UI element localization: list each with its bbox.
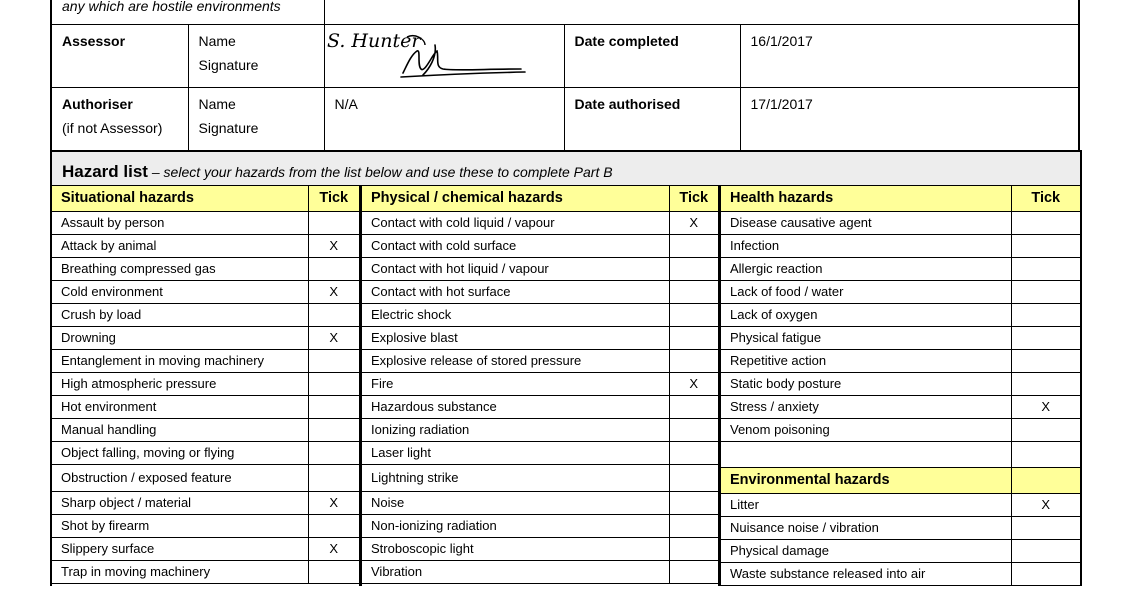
table-row xyxy=(721,211,1080,234)
tick-cell[interactable] xyxy=(669,395,718,418)
hazard-name: Venom poisoning xyxy=(721,418,1011,441)
hazard-name: Ionizing radiation xyxy=(362,418,669,441)
table-row xyxy=(721,562,1080,585)
tick-cell[interactable] xyxy=(308,372,359,395)
tick-cell[interactable]: Tick xyxy=(669,186,718,211)
hazard-name: Obstruction / exposed feature xyxy=(52,464,308,491)
table-row xyxy=(362,280,718,303)
table-row xyxy=(721,516,1080,539)
assessor-fields-cell xyxy=(188,25,324,88)
table-row xyxy=(721,349,1080,372)
authoriser-label: Authoriser xyxy=(62,96,133,112)
tick-cell[interactable] xyxy=(1011,418,1080,441)
hazard-name: Waste substance released into air xyxy=(721,562,1011,585)
blank-row xyxy=(721,441,1080,467)
tick-cell[interactable] xyxy=(1011,257,1080,280)
authoriser-fields-cell xyxy=(188,88,324,152)
date-authorised-value: 17/1/2017 xyxy=(740,88,1079,152)
tick-cell[interactable] xyxy=(308,514,359,537)
authoriser-signature-label: Signature xyxy=(198,120,259,136)
table-row xyxy=(362,514,718,537)
tick-cell[interactable] xyxy=(308,464,359,491)
tick-cell[interactable]: X xyxy=(308,491,359,514)
table-row xyxy=(362,560,718,583)
hazard-name: Stroboscopic light xyxy=(362,537,669,560)
tick-cell[interactable] xyxy=(308,418,359,441)
table-row xyxy=(721,372,1080,395)
table-row xyxy=(52,372,359,395)
hazard-name: Shot by firearm xyxy=(52,514,308,537)
table-row xyxy=(721,303,1080,326)
physical-header-row xyxy=(362,186,718,211)
hazard-name: Health hazards xyxy=(721,186,1011,211)
table-row xyxy=(362,491,718,514)
health-hazards-table xyxy=(721,186,1080,586)
table-row xyxy=(362,257,718,280)
tick-cell[interactable]: X xyxy=(308,326,359,349)
physical-hazards-column xyxy=(362,186,721,586)
tick-cell[interactable] xyxy=(669,560,718,583)
table-row xyxy=(362,418,718,441)
tick-cell[interactable] xyxy=(308,257,359,280)
hazard-name: Lack of oxygen xyxy=(721,303,1011,326)
table-row xyxy=(721,493,1080,516)
tick-cell[interactable]: X xyxy=(308,234,359,257)
hazard-name: Attack by animal xyxy=(52,234,308,257)
tick-cell[interactable] xyxy=(1011,326,1080,349)
tick-cell[interactable] xyxy=(308,395,359,418)
table-row xyxy=(362,372,718,395)
hazard-name: Slippery surface xyxy=(52,537,308,560)
table-row xyxy=(362,441,718,464)
name-label: Name xyxy=(198,33,236,49)
hazard-name: Sharp object / material xyxy=(52,491,308,514)
tick-cell[interactable] xyxy=(1011,372,1080,395)
table-row xyxy=(362,537,718,560)
table-row xyxy=(362,349,718,372)
hazard-name: Explosive release of stored pressure xyxy=(362,349,669,372)
health-header-row xyxy=(721,186,1080,211)
tick-cell[interactable] xyxy=(1011,234,1080,257)
table-row xyxy=(721,257,1080,280)
hazard-name: Drowning xyxy=(52,326,308,349)
hazard-name: Repetitive action xyxy=(721,349,1011,372)
table-row xyxy=(721,539,1080,562)
table-row xyxy=(721,234,1080,257)
hazard-name: Hazardous substance xyxy=(362,395,669,418)
hazard-name: Contact with cold liquid / vapour xyxy=(362,211,669,234)
authoriser-name-label: Name xyxy=(198,96,236,112)
tick-cell[interactable] xyxy=(1011,467,1080,493)
physical-hazards-table xyxy=(362,186,718,584)
table-row xyxy=(52,514,359,537)
hazard-name: Fire xyxy=(362,372,669,395)
hazard-list-heading: Hazard list xyxy=(62,162,148,181)
tick-cell[interactable] xyxy=(308,441,359,464)
tick-cell[interactable]: X xyxy=(1011,493,1080,516)
hazard-name: Object falling, moving or flying xyxy=(52,441,308,464)
table-row xyxy=(52,441,359,464)
hazard-list-title xyxy=(52,152,1080,186)
table-row xyxy=(52,326,359,349)
assessor-name-handwriting: S. Hunter xyxy=(326,30,420,52)
date-authorised-label: Date authorised xyxy=(574,96,681,112)
signature-label: Signature xyxy=(198,57,259,73)
date-authorised-label-cell xyxy=(564,88,740,152)
tick-cell[interactable]: X xyxy=(669,211,718,234)
hazard-name: Situational hazards xyxy=(52,186,308,211)
table-row xyxy=(362,395,718,418)
hazard-name: Trap in moving machinery xyxy=(52,560,308,583)
tick-cell[interactable] xyxy=(308,349,359,372)
assessor-label: Assessor xyxy=(62,33,126,49)
hazard-name: Stress / anxiety xyxy=(721,395,1011,418)
table-row xyxy=(52,395,359,418)
physical-hazards-rows xyxy=(362,186,718,583)
tick-cell[interactable] xyxy=(1011,516,1080,539)
tick-cell[interactable] xyxy=(669,280,718,303)
authoriser-name-value: N/A xyxy=(324,88,564,152)
tick-cell[interactable] xyxy=(669,234,718,257)
table-row xyxy=(52,211,359,234)
assessor-signature-cell xyxy=(324,25,564,88)
hazard-name: Manual handling xyxy=(52,418,308,441)
hazard-name: Explosive blast xyxy=(362,326,669,349)
hazard-name: Assault by person xyxy=(52,211,308,234)
hazard-list-instructions: – select your hazards from the list below and use these to complete Part B xyxy=(147,164,613,180)
tick-cell[interactable] xyxy=(669,418,718,441)
hazard-name: Noise xyxy=(362,491,669,514)
situational-hazards-rows xyxy=(52,186,359,583)
hazard-name xyxy=(721,441,1011,467)
hazard-name: Litter xyxy=(721,493,1011,516)
hazard-name: Physical / chemical hazards xyxy=(362,186,669,211)
health-hazards-rows xyxy=(721,186,1080,585)
authoriser-sub-label: (if not Assessor) xyxy=(62,120,163,136)
hazard-name: Electric shock xyxy=(362,303,669,326)
tick-cell[interactable]: Tick xyxy=(1011,186,1080,211)
hazard-name: Infection xyxy=(721,234,1011,257)
authoriser-label-cell xyxy=(51,88,188,152)
table-row xyxy=(52,560,359,583)
hazard-name: Physical fatigue xyxy=(721,326,1011,349)
tick-cell[interactable] xyxy=(669,326,718,349)
tick-cell[interactable] xyxy=(669,349,718,372)
hostile-note: any which are hostile environments xyxy=(51,0,324,25)
hostile-note-value xyxy=(324,0,1079,25)
table-row xyxy=(52,537,359,560)
table-row xyxy=(52,257,359,280)
tick-cell[interactable]: X xyxy=(669,372,718,395)
signoff-table xyxy=(50,0,1080,152)
hazard-name: Non-ionizing radiation xyxy=(362,514,669,537)
hazard-name: Environmental hazards xyxy=(721,467,1011,493)
tick-cell[interactable] xyxy=(1011,539,1080,562)
tick-cell[interactable]: X xyxy=(308,537,359,560)
hazard-name: Contact with cold surface xyxy=(362,234,669,257)
tick-cell[interactable] xyxy=(1011,280,1080,303)
hazard-name: Disease causative agent xyxy=(721,211,1011,234)
tick-cell[interactable]: X xyxy=(1011,395,1080,418)
tick-cell[interactable] xyxy=(669,257,718,280)
tick-cell[interactable] xyxy=(669,514,718,537)
table-row xyxy=(52,418,359,441)
hazard-name: Lightning strike xyxy=(362,464,669,491)
hazard-name: Physical damage xyxy=(721,539,1011,562)
hazard-name: Lack of food / water xyxy=(721,280,1011,303)
tick-cell[interactable] xyxy=(308,211,359,234)
hazard-name: Cold environment xyxy=(52,280,308,303)
environmental-header-row xyxy=(721,467,1080,493)
table-row xyxy=(52,234,359,257)
date-completed-value: 16/1/2017 xyxy=(740,25,1079,88)
tick-cell[interactable] xyxy=(1011,349,1080,372)
assessor-signature-image xyxy=(325,25,565,79)
table-row xyxy=(52,464,359,491)
tick-cell[interactable] xyxy=(1011,303,1080,326)
table-row xyxy=(52,280,359,303)
tick-cell[interactable] xyxy=(669,537,718,560)
situational-hazards-table xyxy=(52,186,359,584)
table-row xyxy=(362,464,718,491)
tick-cell[interactable] xyxy=(669,464,718,491)
hazard-name: High atmospheric pressure xyxy=(52,372,308,395)
hazard-name: Static body posture xyxy=(721,372,1011,395)
hazard-list xyxy=(50,150,1082,586)
hazard-name: Nuisance noise / vibration xyxy=(721,516,1011,539)
hazard-name: Hot environment xyxy=(52,395,308,418)
table-row xyxy=(721,395,1080,418)
hazard-name: Allergic reaction xyxy=(721,257,1011,280)
assessor-label-cell xyxy=(51,25,188,88)
table-row xyxy=(52,303,359,326)
date-completed-label: Date completed xyxy=(574,33,679,49)
tick-cell[interactable] xyxy=(669,491,718,514)
hazard-name: Laser light xyxy=(362,441,669,464)
table-row xyxy=(52,349,359,372)
table-row xyxy=(362,303,718,326)
tick-cell[interactable] xyxy=(669,441,718,464)
table-row xyxy=(721,418,1080,441)
tick-cell[interactable]: Tick xyxy=(308,186,359,211)
hazard-name: Contact with hot liquid / vapour xyxy=(362,257,669,280)
situational-hazards-column xyxy=(52,186,362,586)
table-row xyxy=(52,491,359,514)
hazard-name: Breathing compressed gas xyxy=(52,257,308,280)
hazard-name: Entanglement in moving machinery xyxy=(52,349,308,372)
tick-cell[interactable] xyxy=(308,303,359,326)
tick-cell[interactable] xyxy=(1011,562,1080,585)
situational-header-row xyxy=(52,186,359,211)
hazard-name: Vibration xyxy=(362,560,669,583)
tick-cell[interactable] xyxy=(1011,441,1080,467)
table-row xyxy=(362,326,718,349)
hazard-name: Crush by load xyxy=(52,303,308,326)
hazard-name: Contact with hot surface xyxy=(362,280,669,303)
table-row xyxy=(721,326,1080,349)
date-completed-label-cell xyxy=(564,25,740,88)
tick-cell[interactable] xyxy=(1011,211,1080,234)
table-row xyxy=(721,280,1080,303)
tick-cell[interactable] xyxy=(308,560,359,583)
health-hazards-column xyxy=(721,186,1080,586)
tick-cell[interactable]: X xyxy=(308,280,359,303)
table-row xyxy=(362,211,718,234)
tick-cell[interactable] xyxy=(669,303,718,326)
table-row xyxy=(362,234,718,257)
